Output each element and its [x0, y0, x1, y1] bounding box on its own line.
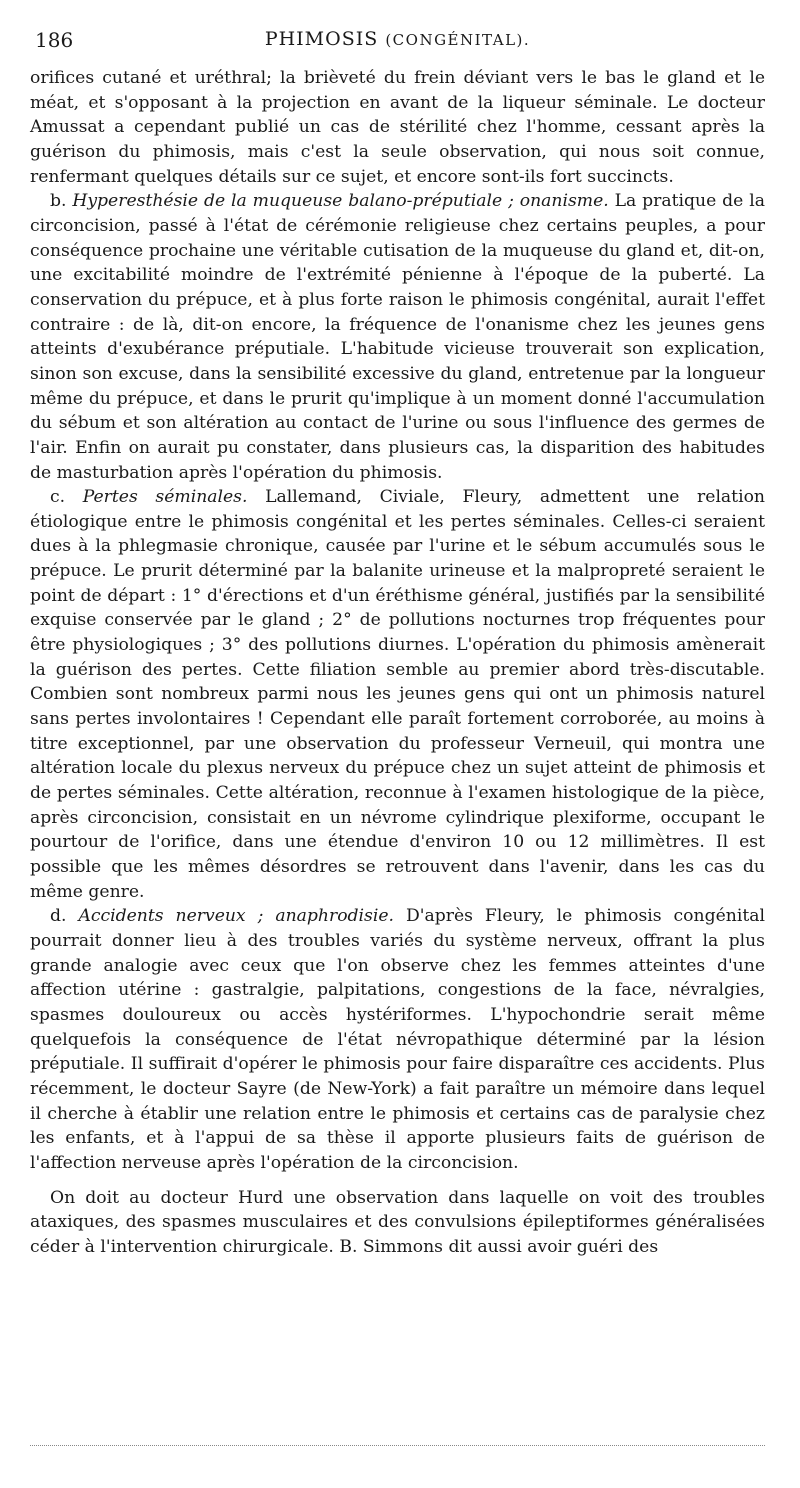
section-heading: Accidents nerveux ; anaphrodisie.	[78, 906, 394, 927]
paragraph-hyperesthesie	[30, 189, 765, 485]
paragraph-text: Lallemand, Civiale, Fleury, admettent une relation étiologique entre le phimosis congénital et les pertes séminales. Celles-ci seraient dues à la phlegmasie chronique, causée par l'urine et le sébum accumulés sous le prépuce. Le prurit déterminé par la balanite urineuse et la malpropreté seraient le point de départ : 1° d'érections et d'un éréthisme général, justifiés par la sensibilité exquise conservée par le gland ; 2° de pollutions nocturnes trop fréquentes pour être physiologiques ; 3° des pollutions diurnes. L'opération du phimosis amènerait la guérison des pertes. Cette filiation semble au premier abord très-discutable. Combien sont nombreux parmi nous les jeunes gens qui ont un phimosis naturel sans pertes involontaires ! Cependant elle paraît fortement corroborée, au moins à titre exceptionnel, par une observation du professeur Verneuil, qui montra une altération locale du plexus nerveux du prépuce chez un sujet atteint de phimosis et de pertes séminales. Cette altération, reconnue à l'examen histologique de la pièce, après circoncision, consistait en un névrome cylindrique plexiforme, occupant le pourtour de l'orifice, dans une étendue d'environ 10 ou 12 millimètres. Il est possible que les mêmes désordres se retrouvent dans l'avenir, dans les cas du même genre.	[30, 487, 766, 902]
section-letter: b.	[50, 191, 67, 212]
running-title	[30, 28, 765, 50]
section-heading: Hyperesthésie de la muqueuse balano-préputiale ; onanisme.	[72, 191, 609, 212]
running-title-subtitle: (CONGÉNITAL).	[385, 31, 531, 49]
book-page	[30, 28, 765, 1260]
section-letter: c.	[50, 487, 66, 508]
paragraph-accidents-nerveux	[30, 904, 765, 1175]
page-number: 186	[35, 28, 74, 52]
section-heading: Pertes séminales.	[82, 487, 248, 508]
running-head	[30, 28, 765, 56]
paragraph-text: D'après Fleury, le phimosis congénital pourrait donner lieu à des troubles variés du système nerveux, offrant la plus grande analogie avec ceux que l'on observe chez les femmes atteintes d'une affection utérine : gastralgie, palpitations, congestions de la face, névralgies, spasmes douloureux ou accès hystériformes. L'hypochondrie serait même quelquefois la conséquence de l'état névropathique déterminé par la lésion préputiale. Il suffirait d'opérer le phimosis pour faire disparaître ces accidents. Plus récemment, le docteur Sayre (de New-York) a fait paraître un mémoire dans lequel il cherche à établir une relation entre le phimosis et certains cas de paralysie chez les enfants, et à l'appui de sa thèse il apporte plusieurs faits de guérison de l'affection nerveuse après l'opération de la circoncision.	[30, 906, 765, 1173]
paragraph-continuation	[30, 66, 765, 189]
section-letter: d.	[50, 906, 67, 927]
paragraph-text: orifices cutané et uréthral; la brièveté du frein déviant vers le bas le gland et le méat, et s'opposant à la projection en avant de la liqueur séminale. Le docteur Amussat a cependant publié un cas de stérilité chez l'homme, cessant après la guérison du phimosis, mais c'est la seule observation, qui nous soit connue, renfermant quelques détails sur ce sujet, et encore sont-ils fort succincts.	[30, 68, 765, 187]
paragraph-text: On doit au docteur Hurd une observation dans laquelle on voit des troubles ataxiques, des spasmes musculaires et des convulsions épileptiformes généralisées céder à l'intervention chirurgicale. B. Simmons dit aussi avoir guéri des	[30, 1187, 765, 1257]
paragraph-hurd	[30, 1186, 765, 1260]
running-title-main: PHIMOSIS	[264, 28, 379, 50]
paragraph-pertes-seminales	[30, 485, 765, 904]
body-text	[30, 66, 765, 1260]
paragraph-text: La pratique de la circoncision, passé à l'état de cérémonie religieuse chez certains peuples, a pour conséquence prochaine une véritable cutisation de la muqueuse du gland et, dit-on, une excitabilité moindre de l'extrémité pénienne à l'époque de la puberté. La conservation du prépuce, et à plus forte raison le phimosis congénital, aurait l'effet contraire : de là, dit-on encore, la fréquence de l'onanisme chez les jeunes gens atteints d'exubérance préputiale. L'habitude vicieuse trouverait son explication, sinon son excuse, dans la sensibilité excessive du gland, entretenue par la longueur même du prépuce, et dans le prurit qu'implique à un moment donné l'accumulation du sébum et son altération au contact de l'urine ou sous l'influence des germes de l'air. Enfin on aurait pu constater, dans plusieurs cas, la disparition des habitudes de masturbation après l'opération du phimosis.	[30, 191, 765, 483]
page-bottom-rule	[30, 1445, 765, 1446]
